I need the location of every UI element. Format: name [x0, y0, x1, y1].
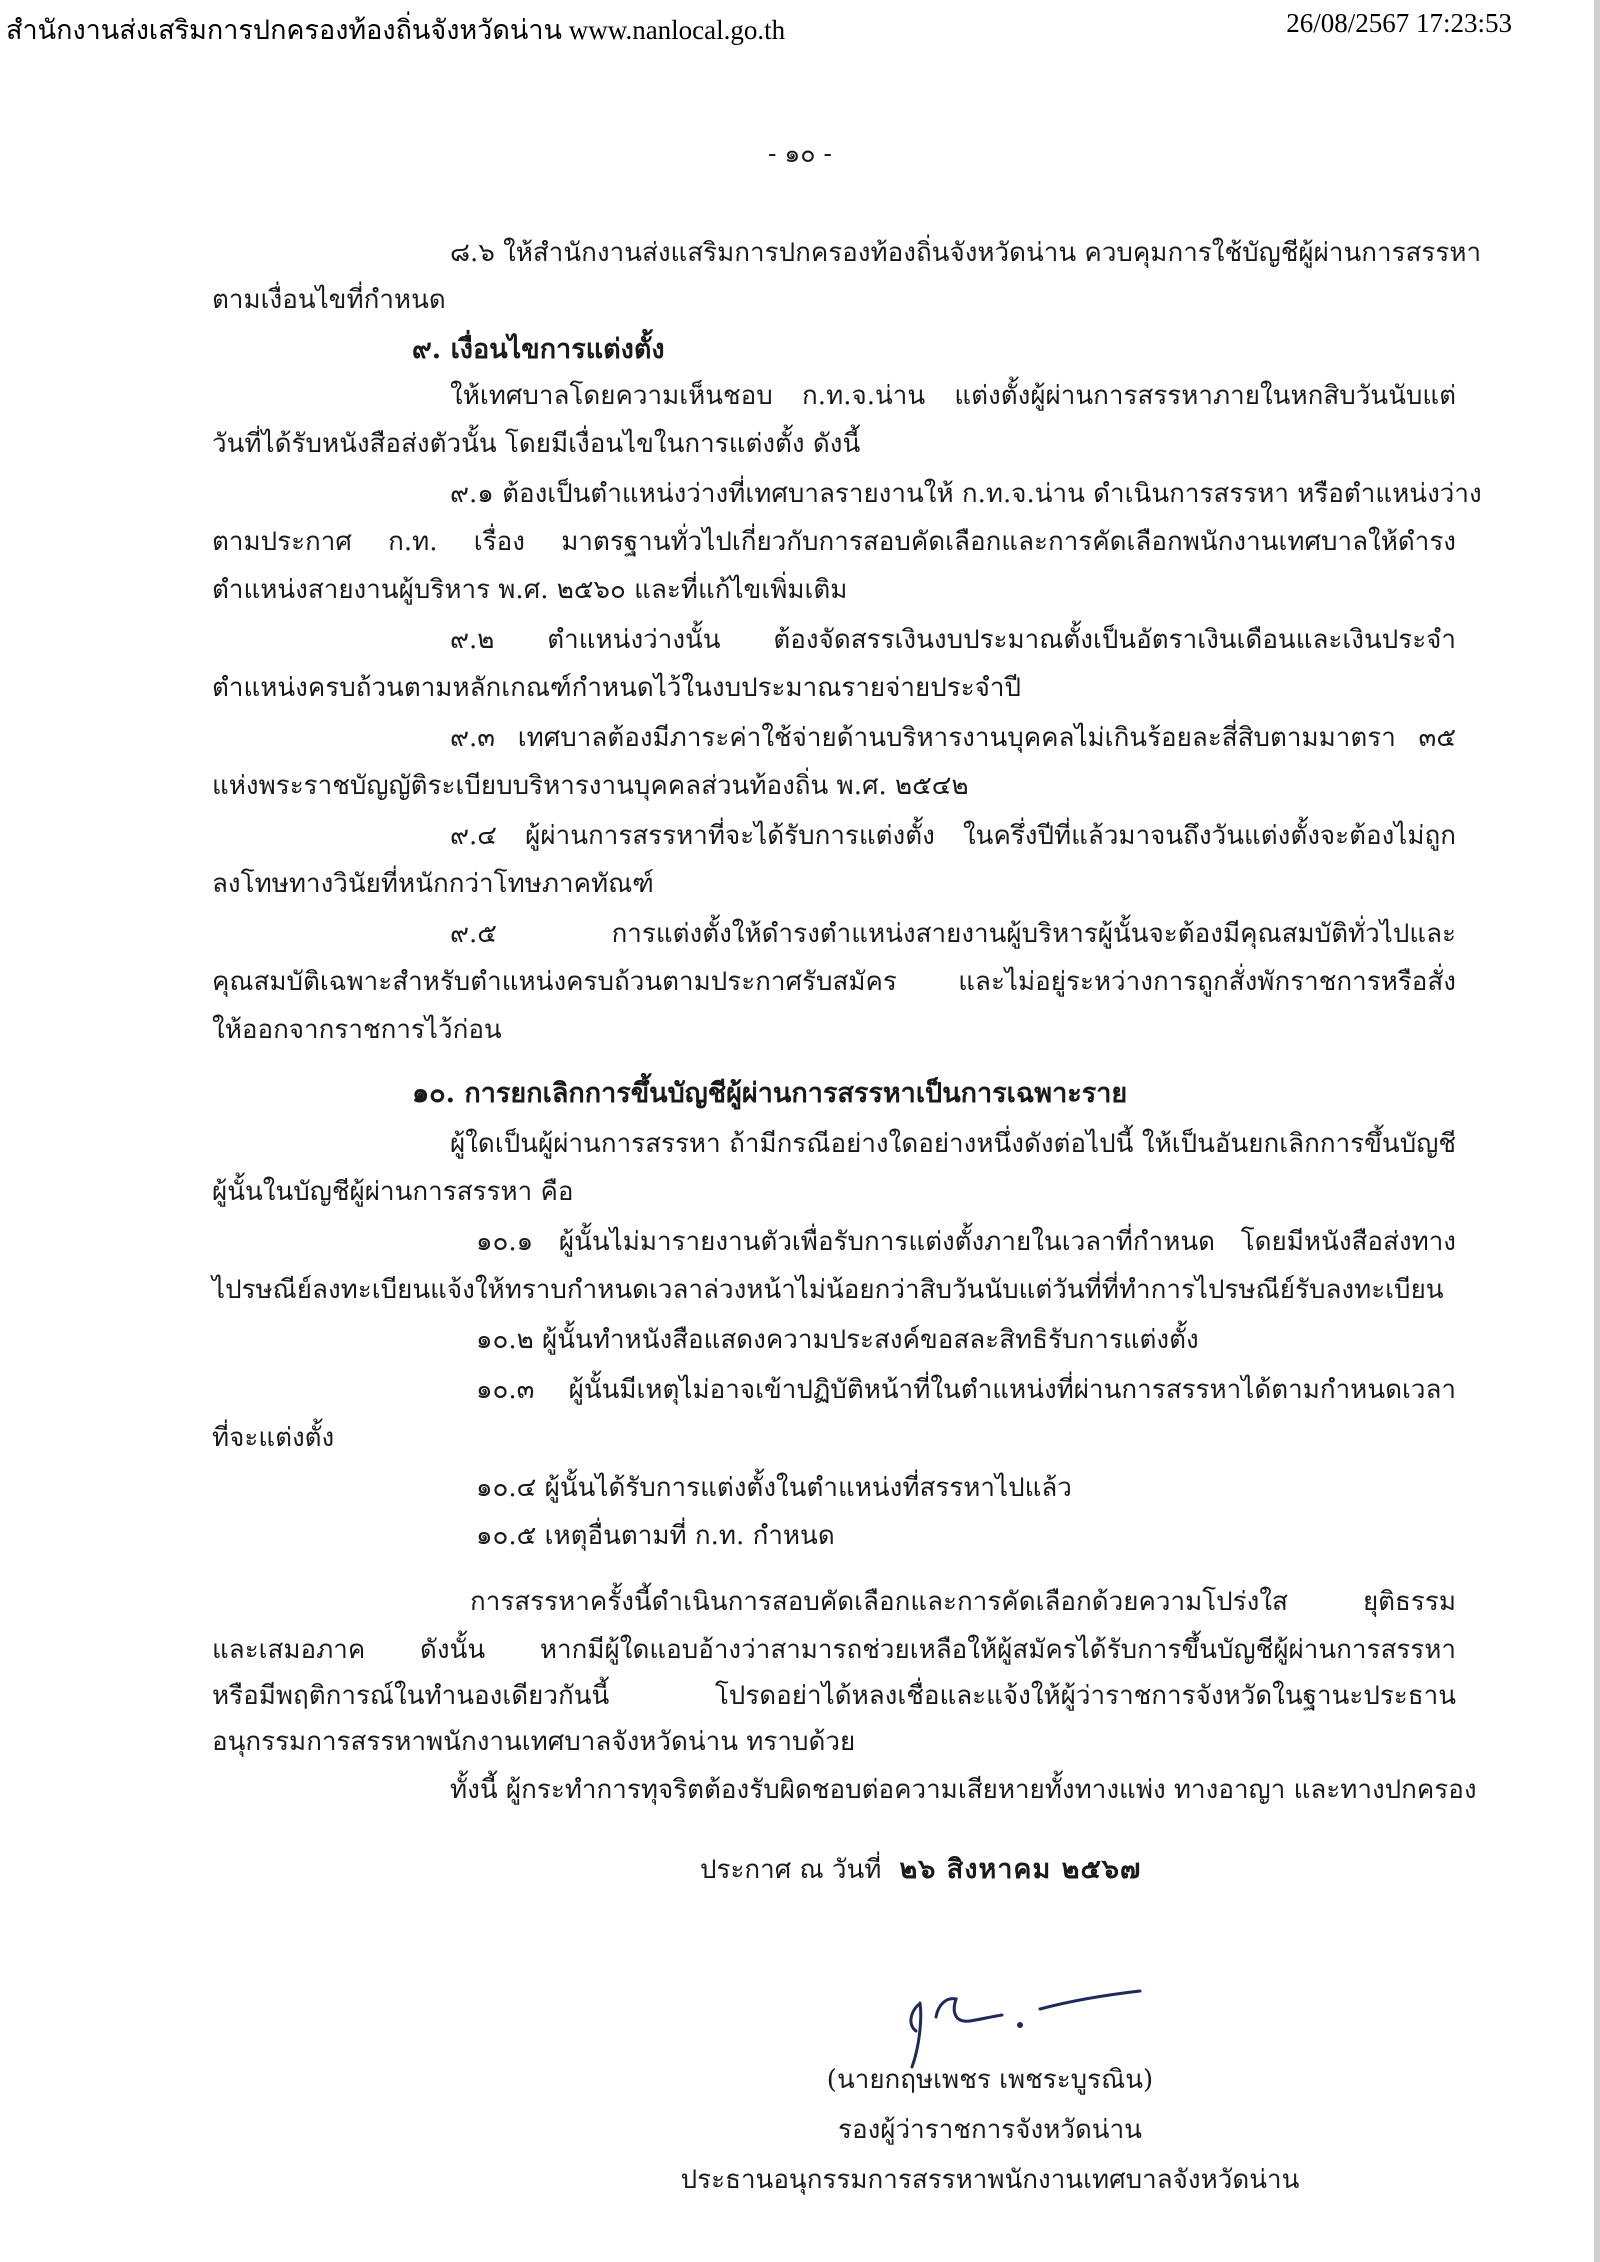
- source-website-text: สำนักงานส่งเสริมการปกครองท้องถิ่นจังหวัดน่าน www.nanlocal.go.th: [6, 15, 786, 45]
- closing-line-1: การสรรหาครั้งนี้ดำเนินการสอบคัดเลือกและการคัดเลือกด้วยความโปร่งใส ยุติธรรม: [470, 1587, 1456, 1617]
- page-number: - ๑๐ -: [768, 139, 832, 168]
- signature-image: [890, 1965, 1150, 2075]
- signatory-name: (นายกฤษเพชร เพชระบูรณิน): [826, 2065, 1154, 2095]
- paragraph-9-4-line-1: ๙.๔ ผู้ผ่านการสรรหาที่จะได้รับการแต่งตั้ง ในครึ่งปีที่แล้วมาจนถึงวันแต่งตั้งจะต้องไม่ถูก: [450, 821, 1456, 851]
- announcement-date-line: [700, 1850, 1141, 1890]
- paragraph-9-5-line-1: ๙.๕ การแต่งตั้งให้ดำรงตำแหน่งสายงานผู้บริหารผู้นั้นจะต้องมีคุณสมบัติทั่วไปและ: [450, 919, 1456, 949]
- paragraph-9-1-line-1: ๙.๑ ต้องเป็นตำแหน่งว่างที่เทศบาลรายงานให้ ก.ท.จ.น่าน ดำเนินการสรรหา หรือตำแหน่งว่าง: [450, 479, 1482, 509]
- paragraph-10-3-line-1: ๑๐.๓ ผู้นั้นมีเหตุไม่อาจเข้าปฏิบัติหน้าที่ในตำแหน่งที่ผ่านการสรรหาได้ตามกำหนดเวลา: [476, 1375, 1456, 1405]
- paragraph-10-1-line-2: ไปรษณีย์ลงทะเบียนแจ้งให้ทราบกำหนดเวลาล่วงหน้าไม่น้อยกว่าสิบวันนับแต่วันที่ที่ทำการไปรษณีย์รับลงทะเบียน: [212, 1275, 1444, 1305]
- section-10-intro-line-1: ผู้ใดเป็นผู้ผ่านการสรรหา ถ้ามีกรณีอย่างใดอย่างหนึ่งดังต่อไปนี้ ให้เป็นอันยกเลิกการขึ้นบัญชี: [450, 1129, 1456, 1159]
- paragraph-10-5: ๑๐.๕ เหตุอื่นตามที่ ก.ท. กำหนด: [476, 1521, 835, 1551]
- paragraph-9-3-line-1: ๙.๓ เทศบาลต้องมีภาระค่าใช้จ่ายด้านบริหารงานบุคคลไม่เกินร้อยละสี่สิบตามมาตรา ๓๕: [450, 723, 1456, 753]
- closing-line-3: หรือมีพฤติการณ์ในทำนองเดียวกันนี้ โปรดอย่าได้หลงเชื่อและแจ้งให้ผู้ว่าราชการจังหวัดในฐานะประธาน: [212, 1681, 1456, 1711]
- section-9-intro-line-1: ให้เทศบาลโดยความเห็นชอบ ก.ท.จ.น่าน แต่งตั้งผู้ผ่านการสรรหาภายในหกสิบวันนับแต่: [450, 381, 1456, 411]
- scan-edge: [1594, 0, 1600, 2262]
- paragraph-10-3-line-2: ที่จะแต่งตั้ง: [212, 1423, 335, 1453]
- section-10-intro-line-2: ผู้นั้นในบัญชีผู้ผ่านการสรรหา คือ: [212, 1177, 574, 1207]
- paragraph-9-1-line-3: ตำแหน่งสายงานผู้บริหาร พ.ศ. ๒๕๖๐ และที่แก้ไขเพิ่มเติม: [212, 575, 848, 605]
- print-header-bar: [0, 0, 1600, 45]
- paragraph-10-2: ๑๐.๒ ผู้นั้นทำหนังสือแสดงความประสงค์ขอสละสิทธิรับการแต่งตั้ง: [476, 1325, 1199, 1355]
- print-timestamp: 26/08/2567 17:23:53: [1286, 8, 1512, 38]
- paragraph-8-6-line-1: ๘.๖ ให้สำนักงานส่งแสริมการปกครองท้องถิ่นจังหวัดน่าน ควบคุมการใช้บัญชีผู้ผ่านการสรรหา: [450, 238, 1482, 268]
- paragraph-9-1-line-2: ตามประกาศ ก.ท. เรื่อง มาตรฐานทั่วไปเกี่ยวกับการสอบคัดเลือกและการคัดเลือกพนักงานเทศบาลให้ดำรง: [212, 527, 1456, 557]
- section-9-intro-line-2: วันที่ได้รับหนังสือส่งตัวนั้น โดยมีเงื่อนไขในการแต่งตั้ง ดังนี้: [212, 429, 861, 459]
- paragraph-8-6-line-2: ตามเงื่อนไขที่กำหนด: [212, 285, 446, 315]
- announcement-date: ๒๖ สิงหาคม ๒๕๖๗: [899, 1854, 1142, 1885]
- closing-line-5: ทั้งนี้ ผู้กระทำการทุจริตต้องรับผิดชอบต่อความเสียหายทั้งทางแพ่ง ทางอาญา และทางปกครอง: [450, 1775, 1477, 1805]
- paragraph-9-2-line-1: ๙.๒ ตำแหน่งว่างนั้น ต้องจัดสรรเงินงบประมาณตั้งเป็นอัตราเงินเดือนและเงินประจำ: [450, 625, 1456, 655]
- closing-line-4: อนุกรรมการสรรหาพนักงานเทศบาลจังหวัดน่าน ทราบด้วย: [212, 1727, 856, 1757]
- signatory-role: ประธานอนุกรรมการสรรหาพนักงานเทศบาลจังหวัดน่าน: [680, 2165, 1300, 2195]
- closing-line-2: และเสมอภาค ดังนั้น หากมีผู้ใดแอบอ้างว่าสามารถช่วยเหลือให้ผู้สมัครได้รับการขึ้นบัญชีผู้ผ่านการสรรหา: [212, 1635, 1456, 1665]
- paragraph-9-3-line-2: แห่งพระราชบัญญัติระเบียบบริหารงานบุคคลส่วนท้องถิ่น พ.ศ. ๒๕๔๒: [212, 771, 969, 801]
- paragraph-9-4-line-2: ลงโทษทางวินัยที่หนักกว่าโทษภาคทัณฑ์: [212, 869, 654, 899]
- paragraph-9-2-line-2: ตำแหน่งครบถ้วนตามหลักเกณฑ์กำหนดไว้ในงบประมาณรายจ่ายประจำปี: [212, 673, 1022, 703]
- signatory-position: รองผู้ว่าราชการจังหวัดน่าน: [838, 2115, 1142, 2145]
- paragraph-10-1-line-1: ๑๐.๑ ผู้นั้นไม่มารายงานตัวเพื่อรับการแต่งตั้งภายในเวลาที่กำหนด โดยมีหนังสือส่งทาง: [476, 1227, 1456, 1257]
- announcement-label: ประกาศ ณ วันที่: [700, 1855, 882, 1885]
- section-9-heading: ๙. เงื่อนไขการแต่งตั้ง: [412, 334, 665, 365]
- paragraph-9-5-line-2: คุณสมบัติเฉพาะสำหรับตำแหน่งครบถ้วนตามประกาศรับสมัคร และไม่อยู่ระหว่างการถูกสั่งพักราชการหรือสั่ง: [212, 967, 1456, 997]
- section-10-heading: ๑๐. การยกเลิกการขึ้นบัญชีผู้ผ่านการสรรหาเป็นการเฉพาะราย: [412, 1078, 1128, 1109]
- paragraph-9-5-line-3: ให้ออกจากราชการไว้ก่อน: [212, 1015, 502, 1045]
- paragraph-10-4: ๑๐.๔ ผู้นั้นได้รับการแต่งตั้งในตำแหน่งที่สรรหาไปแล้ว: [476, 1473, 1072, 1503]
